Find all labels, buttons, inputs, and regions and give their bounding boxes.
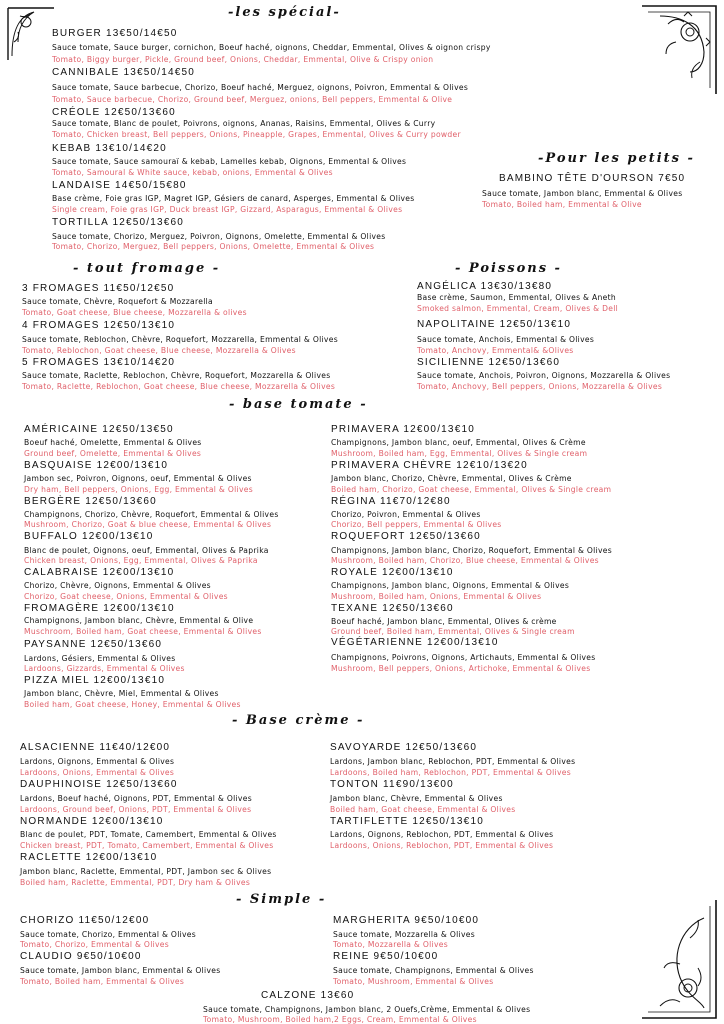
pizza-ingredients-english: Tomato, Boiled ham, Emmental & Olive (482, 200, 642, 209)
pizza-ingredients-english: Tomato, Mushroom, Emmental & Olives (333, 977, 494, 986)
pizza-ingredients: Base crème, Saumon, Emmental, Olives & Aneth (417, 293, 616, 302)
pizza-name: RACLETTE 12€00/13€10 (20, 852, 158, 863)
pizza-ingredients: Sauce tomate, Champignons, Jambon blanc, 2 Ouefs,Crème, Emmental & Olives (203, 1005, 531, 1014)
pizza-name: BURGER 13€50/14€50 (52, 28, 178, 39)
pizza-ingredients-english: Tomato, Samoural & White sauce, kebab, onions, Emmental & Olives (52, 168, 333, 177)
pizza-name: PRIMAVERA CHÈVRE 12€10/13€20 (331, 460, 528, 471)
pizza-ingredients: Champignons, Jambon blanc, Chèvre, Emmental & Olive (24, 616, 254, 625)
pizza-ingredients: Jambon blanc, Chorizo, Chèvre, Emmental, Olives & Crème (331, 474, 572, 483)
pizza-ingredients-english: Tomato, Anchovy, Emmental& &Olives (417, 346, 574, 355)
pizza-ingredients-english: Chorizo, Goat cheese, Onions, Emmental & Olives (24, 592, 228, 601)
pizza-name: BUFFALO 12€00/13€10 (24, 531, 154, 542)
pizza-ingredients-english: Mushroom, Bell peppers, Onions, Artichoke, Emmental & Olives (331, 664, 591, 673)
pizza-name: SAVOYARDE 12€50/13€60 (330, 742, 478, 753)
pizza-name: TEXANE 12€50/13€60 (331, 603, 454, 614)
pizza-ingredients-english: Chicken breast, PDT, Tomato, Camembert, Emmental & Olives (20, 841, 274, 850)
pizza-ingredients-english: Smoked salmon, Emmental, Cream, Olives & Dell (417, 304, 619, 313)
pizza-ingredients-english: Lardoons, Boiled ham, Reblochon, PDT, Emmental & Olives (330, 768, 571, 777)
pizza-ingredients-english: Mushroom, Chorizo, Goat & blue cheese, Emmental & Olives (24, 520, 272, 529)
pizza-name: TORTILLA 12€50/13€60 (52, 217, 185, 228)
section-title-creme: - Base crème - (232, 713, 365, 728)
pizza-ingredients: Champignons, Jambon blanc, Chorizo, Roquefort, Emmental & Olives (331, 546, 613, 555)
pizza-ingredients-english: Boiled ham, Goat cheese, Emmental & Olives (330, 805, 516, 814)
pizza-name: 4 FROMAGES 12€50/13€10 (22, 320, 176, 331)
pizza-ingredients: Champignons, Jambon blanc, oeuf, Emmental, Olives & Crème (331, 438, 586, 447)
pizza-ingredients: Sauce tomate, Sauce barbecue, Chorizo, Boeuf haché, Merguez, oignons, Poivron, Emmental & Olives (52, 83, 469, 92)
pizza-name: DAUPHINOISE 12€50/13€60 (20, 779, 178, 790)
pizza-ingredients: Sauce tomate, Jambon blanc, Emmental & Olives (20, 966, 221, 975)
pizza-ingredients-english: Tomato, Biggy burger, Pickle, Ground beef, Onions, Cheddar, Emmental, Olive & Crispy onion (52, 55, 434, 64)
pizza-ingredients-english: Chicken breast, Onions, Egg, Emmental, Olives & Paprika (24, 556, 258, 565)
pizza-ingredients: Sauce tomate, Jambon blanc, Emmental & Olives (482, 189, 683, 198)
pizza-ingredients: Sauce tomate, Chorizo, Merguez, Poivron, Oignons, Omelette, Emmental & Olives (52, 232, 386, 241)
pizza-ingredients: Jambon blanc, Chèvre, Emmental & Olives (330, 794, 503, 803)
pizza-ingredients-english: Mushroom, Boiled ham, Egg, Emmental, Olives & Single cream (331, 449, 588, 458)
section-title-petits: -Pour les petits - (538, 151, 695, 166)
pizza-ingredients-english: Mushroom, Boiled ham, Onions, Emmental & Olives (331, 592, 542, 601)
pizza-name: CALZONE 13€60 (261, 990, 355, 1001)
pizza-name: 3 FROMAGES 11€50/12€50 (22, 283, 175, 294)
pizza-ingredients-english: Single cream, Foie gras IGP, Duck breast IGP, Gizzard, Asparagus, Emmental & Olives (52, 205, 403, 214)
pizza-ingredients-english: Tomato, Mushroom, Boiled ham,2 Eggs, Cream, Emmental & Olives (203, 1015, 477, 1024)
pizza-ingredients-english: Tomato, Goat cheese, Blue cheese, Mozzarella & olives (22, 308, 247, 317)
pizza-ingredients: Base crème, Foie gras IGP, Magret IGP, Gésiers de canard, Asperges, Emmental & Olives (52, 194, 415, 203)
pizza-ingredients: Lardons, Gésiers, Emmental & Olives (24, 654, 176, 663)
pizza-ingredients-english: Boiled ham, Chorizo, Goat cheese, Emmental, Olives & Single cream (331, 485, 612, 494)
pizza-name: VÉGÉTARIENNE 12€00/13€10 (331, 637, 499, 648)
pizza-name: LANDAISE 14€50/15€80 (52, 180, 187, 191)
pizza-name: PRIMAVERA 12€00/13€10 (331, 424, 475, 435)
pizza-name: CRÉOLE 12€50/13€60 (52, 107, 176, 118)
pizza-ingredients: Sauce tomate, Blanc de poulet, Poivrons, oignons, Ananas, Raisins, Emmental, Olives & Curry (52, 119, 436, 128)
section-title-special: -les spécial- (228, 5, 341, 20)
pizza-name: TONTON 11€90/13€00 (330, 779, 454, 790)
pizza-ingredients: Sauce tomate, Sauce burger, cornichon, Boeuf haché, oignons, Cheddar, Emmental, Olives & oignon crispy (52, 43, 491, 52)
pizza-ingredients-english: Boiled ham, Goat cheese, Honey, Emmental & Olives (24, 700, 241, 709)
pizza-ingredients-english: Tomato, Chicken breast, Bell peppers, Onions, Pineapple, Grapes, Emmental, Olives & Curry powder (52, 130, 461, 139)
pizza-ingredients-english: Tomato, Sauce barbecue, Chorizo, Ground beef, Merguez, onions, Bell peppers, Emmental & Olive (52, 95, 453, 104)
pizza-name: AMÉRICAINE 12€50/13€50 (24, 424, 174, 435)
pizza-ingredients: Chorizo, Chèvre, Oignons, Emmental & Olives (24, 581, 211, 590)
pizza-ingredients: Blanc de poulet, PDT, Tomate, Camembert, Emmental & Olives (20, 830, 277, 839)
pizza-name: NORMANDE 12€00/13€10 (20, 816, 164, 827)
pizza-ingredients: Boeuf haché, Omelette, Emmental & Olives (24, 438, 202, 447)
pizza-name: ANGÉLICA 13€30/13€80 (417, 281, 553, 292)
pizza-ingredients-english: Lardoons, Gizzards, Emmental & Olives (24, 664, 185, 673)
pizza-ingredients: Sauce tomate, Mozzarella & Olives (333, 930, 475, 939)
pizza-ingredients: Lardons, Boeuf haché, Oignons, PDT, Emmental & Olives (20, 794, 252, 803)
pizza-name: KEBAB 13€10/14€20 (52, 143, 167, 154)
pizza-ingredients-english: Lardoons, Onions, Emmental & Olives (20, 768, 175, 777)
pizza-ingredients: Champignons, Poivrons, Oignons, Artichauts, Emmental & Olives (331, 653, 596, 662)
pizza-name: ALSACIENNE 11€40/12€00 (20, 742, 171, 753)
pizza-ingredients: Sauce tomate, Chorizo, Emmental & Olives (20, 930, 197, 939)
corner-flourish-top-right-icon (640, 2, 720, 97)
pizza-name: FROMAGÈRE 12€00/13€10 (24, 603, 175, 614)
corner-flourish-top-left-icon (4, 2, 56, 62)
pizza-ingredients: Sauce tomate, Champignons, Emmental & Olives (333, 966, 534, 975)
pizza-name: MARGHERITA 9€50/10€00 (333, 915, 480, 926)
pizza-ingredients-english: Tomato, Boiled ham, Emmental & Olives (20, 977, 185, 986)
pizza-ingredients: Champignons, Jambon blanc, Oignons, Emmental & Olives (331, 581, 570, 590)
pizza-ingredients-english: Ground beef, Omelette, Emmental & Olives (24, 449, 202, 458)
pizza-ingredients-english: Tomato, Reblochon, Goat cheese, Blue cheese, Mozzarella & Olives (22, 346, 296, 355)
pizza-ingredients: Chorizo, Poivron, Emmental & Olives (331, 510, 481, 519)
pizza-name: BASQUAISE 12€00/13€10 (24, 460, 169, 471)
pizza-name: SICILIENNE 12€50/13€60 (417, 357, 561, 368)
pizza-name: CHORIZO 11€50/12€00 (20, 915, 150, 926)
pizza-name: REINE 9€50/10€00 (333, 951, 439, 962)
pizza-ingredients-english: Tomato, Chorizo, Merguez, Bell peppers, Onions, Omelette, Emmental & Olives (52, 242, 375, 251)
section-title-fromage: - tout fromage - (73, 261, 221, 276)
pizza-ingredients-english: Tomato, Anchovy, Bell peppers, Onions, Mozzarella & Olives (417, 382, 663, 391)
pizza-ingredients-english: Chorizo, Bell peppers, Emmental & Olives (331, 520, 502, 529)
pizza-ingredients-english: Lardoons, Onions, Reblochon, PDT, Emmental & Olives (330, 841, 554, 850)
section-title-tomate: - base tomate - (229, 397, 368, 412)
pizza-ingredients: Sauce tomate, Sauce samouraï & kebab, Lamelles kebab, Oignons, Emmental & Olives (52, 157, 407, 166)
pizza-ingredients: Jambon blanc, Chèvre, Miel, Emmental & Olives (24, 689, 219, 698)
section-title-simple: - Simple - (236, 892, 327, 907)
pizza-ingredients-english: Dry ham, Bell peppers, Onions, Egg, Emmental & Olives (24, 485, 253, 494)
pizza-ingredients: Sauce tomate, Raclette, Reblochon, Chèvre, Roquefort, Mozzarella & Olives (22, 371, 331, 380)
pizza-ingredients-english: Ground beef, Boiled ham, Emmental, Olives & Single cream (331, 627, 575, 636)
pizza-ingredients: Jambon sec, Poivron, Oignons, oeuf, Emmental & Olives (24, 474, 252, 483)
pizza-ingredients: Lardons, Oignons, Emmental & Olives (20, 757, 175, 766)
corner-flourish-bottom-right-icon (640, 898, 720, 1022)
pizza-ingredients: Lardons, Oignons, Reblochon, PDT, Emmental & Olives (330, 830, 554, 839)
pizza-ingredients-english: Tomato, Raclette, Reblochon, Goat cheese, Blue cheese, Mozzarella & Olives (22, 382, 336, 391)
pizza-name: CLAUDIO 9€50/10€00 (20, 951, 142, 962)
pizza-ingredients-english: Tomato, Chorizo, Emmental & Olives (20, 940, 170, 949)
pizza-ingredients-english: Tomato, Mozzarella & Olives (333, 940, 448, 949)
pizza-ingredients-english: Mushroom, Boiled ham, Chorizo, Blue cheese, Emmental & Olives (331, 556, 599, 565)
pizza-name: RÉGINA 11€70/12€80 (331, 496, 451, 507)
pizza-name: TARTIFLETTE 12€50/13€10 (330, 816, 484, 827)
pizza-name: CANNIBALE 13€50/14€50 (52, 67, 196, 78)
pizza-ingredients-english: Muschroom, Boiled ham, Goat cheese, Emmental & Olives (24, 627, 262, 636)
pizza-name: PAYSANNE 12€50/13€60 (24, 639, 163, 650)
pizza-ingredients: Sauce tomate, Anchois, Poivron, Oignons, Mozzarella & Olives (417, 371, 671, 380)
pizza-ingredients: Boeuf haché, Jambon blanc, Emmental, Olives & crème (331, 617, 557, 626)
pizza-name: NAPOLITAINE 12€50/13€10 (417, 319, 572, 330)
pizza-name: PIZZA MIEL 12€00/13€10 (24, 675, 166, 686)
pizza-ingredients: Sauce tomate, Anchois, Emmental & Olives (417, 335, 595, 344)
pizza-name: ROQUEFORT 12€50/13€60 (331, 531, 481, 542)
pizza-name: 5 FROMAGES 13€10/14€20 (22, 357, 176, 368)
pizza-ingredients: Blanc de poulet, Oignons, oeuf, Emmental, Olives & Paprika (24, 546, 269, 555)
pizza-ingredients: Sauce tomate, Reblochon, Chèvre, Roquefort, Mozzarella, Emmental & Olives (22, 335, 338, 344)
pizza-ingredients: Lardons, Jambon blanc, Reblochon, PDT, Emmental & Olives (330, 757, 576, 766)
pizza-ingredients: Jambon blanc, Raclette, Emmental, PDT, Jambon sec & Olives (20, 867, 272, 876)
section-title-poissons: - Poissons - (455, 261, 562, 276)
pizza-name: BAMBINO TÊTE D'OURSON 7€50 (499, 173, 686, 184)
pizza-name: ROYALE 12€00/13€10 (331, 567, 454, 578)
pizza-ingredients-english: Boiled ham, Raclette, Emmental, PDT, Dry ham & Olives (20, 878, 251, 887)
pizza-ingredients-english: Lardoons, Ground beef, Onions, PDT, Emmental & Olives (20, 805, 252, 814)
pizza-ingredients: Sauce tomate, Chèvre, Roquefort & Mozzarella (22, 297, 214, 306)
pizza-ingredients: Champignons, Chorizo, Chèvre, Roquefort, Emmental & Olives (24, 510, 279, 519)
pizza-name: BERGÈRE 12€50/13€60 (24, 496, 157, 507)
pizza-name: CALABRAISE 12€00/13€10 (24, 567, 175, 578)
